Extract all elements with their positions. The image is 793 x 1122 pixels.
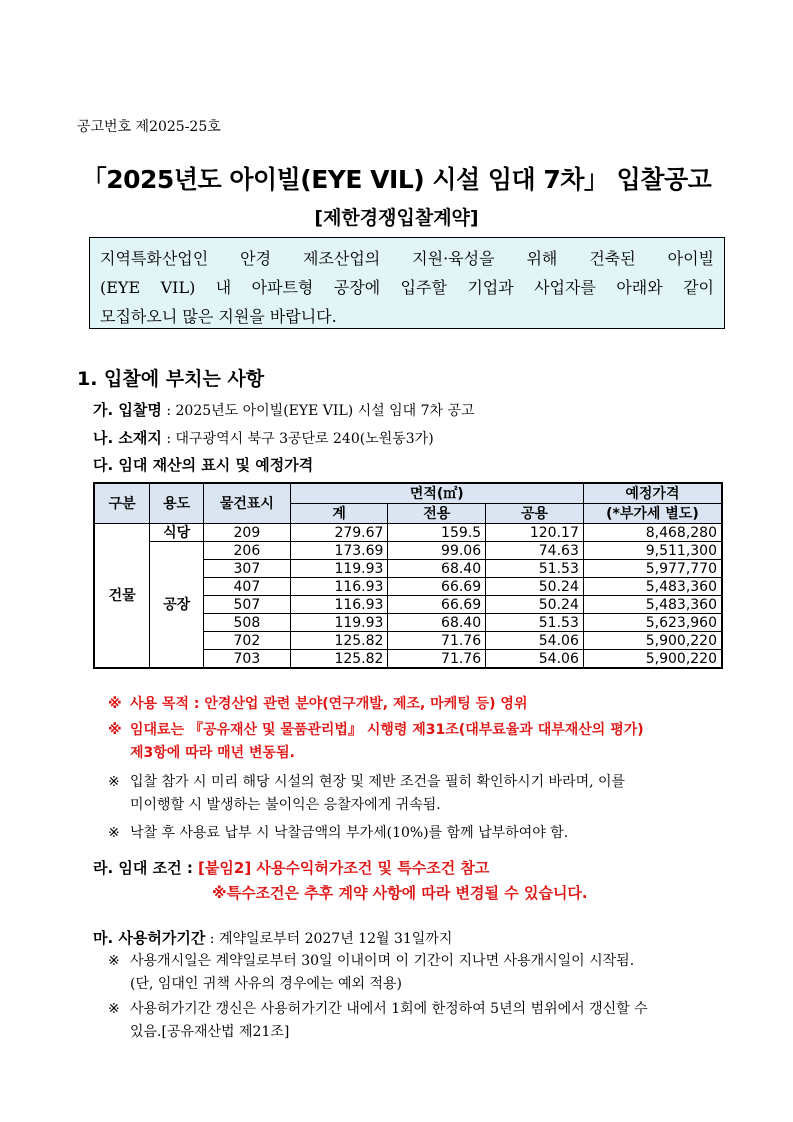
lease-conditions-value: [붙임2] 사용수익허가조건 및 특수조건 참고 [198, 859, 490, 877]
bid-name-value: : 2025년도 아이빌(EYE VIL) 시설 임대 7차 공고 [161, 403, 475, 419]
header-common: 공용 [486, 504, 584, 524]
note-mark: ※ [108, 774, 120, 790]
exclusive-cell: 99.06 [388, 542, 486, 560]
lease-conditions-label: 라. 임대 조건 : [93, 859, 199, 877]
note-start-date [108, 950, 738, 996]
common-cell: 74.63 [486, 542, 584, 560]
item-cell: 407 [204, 578, 291, 596]
note-rent [108, 719, 738, 765]
notice-number: 공고번호 제2025-25호 [77, 119, 221, 135]
total-cell: 125.82 [290, 632, 388, 650]
page-subtitle: [제한경쟁입찰계약] [314, 207, 479, 229]
total-cell: 119.93 [290, 614, 388, 632]
note-text: (단, 임대인 귀책 사유의 경우에는 예외 적용) [130, 976, 402, 992]
exclusive-cell: 66.69 [388, 596, 486, 614]
header-total: 계 [290, 504, 388, 524]
item-cell: 206 [204, 542, 291, 560]
exclusive-cell: 68.40 [388, 560, 486, 578]
property-table [93, 482, 723, 669]
common-cell: 54.06 [486, 650, 584, 669]
header-exclusive: 전용 [388, 504, 486, 524]
exclusive-cell: 68.40 [388, 614, 486, 632]
item-cell: 209 [204, 524, 291, 542]
permit-period-item [93, 927, 452, 948]
common-cell: 50.24 [486, 578, 584, 596]
note-mark: ※ [108, 825, 120, 841]
item-cell: 703 [204, 650, 291, 669]
note-renewal [108, 998, 738, 1044]
total-cell: 279.67 [290, 524, 388, 542]
property-label: 다. 임대 재산의 표시 및 예정가격 [93, 456, 314, 474]
permit-period-value: : 계약일로부터 2027년 12월 31일까지 [205, 931, 453, 947]
common-cell: 51.53 [486, 614, 584, 632]
note-text: 임대료는 『공유재산 및 물품관리법』 시행령 제31조(대부료율과 대부재산의 평가) [130, 722, 644, 738]
header-category: 구분 [94, 483, 150, 524]
price-cell: 5,977,770 [583, 560, 722, 578]
page-title: 「2025년도 아이빌(EYE VIL) 시설 임대 7차」 입찰공고 [81, 165, 712, 194]
note-text: 낙찰 후 사용료 납부 시 낙찰금액의 부가세(10%)를 함께 납부하여야 함. [130, 825, 569, 841]
note-vat [108, 822, 738, 845]
note-text: 미이행할 시 발생하는 불이익은 응찰자에게 귀속됨. [130, 797, 441, 813]
header-price: 예정가격 [583, 483, 722, 504]
note-purpose [108, 693, 738, 716]
item-cell: 508 [204, 614, 291, 632]
total-cell: 116.93 [290, 578, 388, 596]
property-heading [93, 454, 313, 475]
price-cell: 5,900,220 [583, 632, 722, 650]
intro-box [89, 237, 725, 329]
location-value: : 대구광역시 북구 3공단로 240(노원동3가) [161, 431, 434, 447]
note-text: 사용허가기간 갱신은 사용허가기간 내에서 1회에 한정하여 5년의 범위에서 갱신할 수 [130, 1001, 648, 1017]
price-cell: 9,511,300 [583, 542, 722, 560]
exclusive-cell: 71.76 [388, 632, 486, 650]
bid-name-item [93, 399, 475, 420]
common-cell: 51.53 [486, 560, 584, 578]
location-item [93, 427, 434, 448]
use-cell: 식당 [150, 524, 204, 542]
total-cell: 119.93 [290, 560, 388, 578]
note-mark: ※ [108, 953, 120, 969]
exclusive-cell: 71.76 [388, 650, 486, 669]
exclusive-cell: 159.5 [388, 524, 486, 542]
note-text: 있음.[공유재산법 제21조] [130, 1024, 290, 1040]
header-use: 용도 [150, 483, 204, 524]
note-inspection [108, 771, 738, 817]
item-cell: 507 [204, 596, 291, 614]
total-cell: 173.69 [290, 542, 388, 560]
header-item: 물건표시 [204, 483, 291, 524]
price-cell: 5,900,220 [583, 650, 722, 669]
note-text: 입찰 참가 시 미리 해당 시설의 현장 및 제반 조건을 필히 확인하시기 바라며, 이를 [130, 774, 626, 790]
price-cell: 8,468,280 [583, 524, 722, 542]
permit-period-label: 마. 사용허가기간 [93, 929, 206, 947]
common-cell: 50.24 [486, 596, 584, 614]
use-cell: 공장 [150, 542, 204, 669]
total-cell: 116.93 [290, 596, 388, 614]
intro-line: 모집하오니 많은 지원을 바랍니다. [100, 307, 337, 326]
price-cell: 5,623,960 [583, 614, 722, 632]
header-price-note: (*부가세 별도) [583, 504, 722, 524]
special-conditions-note: ※특수조건은 추후 계약 사항에 따라 변경될 수 있습니다. [212, 884, 588, 902]
item-cell: 307 [204, 560, 291, 578]
item-cell: 702 [204, 632, 291, 650]
exclusive-cell: 66.69 [388, 578, 486, 596]
note-text: 사용 목적 : 안경산업 관련 분야(연구개발, 제조, 마케팅 등) 영위 [130, 696, 528, 712]
price-cell: 5,483,360 [583, 596, 722, 614]
location-label: 나. 소재지 [93, 429, 162, 447]
bid-name-label: 가. 입찰명 [93, 401, 162, 419]
note-mark: ※ [108, 722, 122, 738]
total-cell: 125.82 [290, 650, 388, 669]
note-text: 사용개시일은 계약일로부터 30일 이내이며 이 기간이 지나면 사용개시일이 시작됨. [130, 953, 635, 969]
category-cell: 건물 [94, 524, 150, 669]
table-row [94, 524, 722, 542]
section-heading: 1. 입찰에 부치는 사항 [77, 368, 265, 390]
price-cell: 5,483,360 [583, 578, 722, 596]
note-mark: ※ [108, 1001, 120, 1017]
intro-line: (EYE VIL) 내 아파트형 공장에 입주할 기업과 사업자를 아래와 같이 [100, 278, 714, 297]
note-mark: ※ [108, 696, 122, 712]
intro-line: 지역특화산업인 안경 제조산업의 지원·육성을 위해 건축된 아이빌 [100, 249, 714, 268]
table-row [94, 542, 722, 560]
lease-conditions-item [93, 857, 489, 878]
common-cell: 54.06 [486, 632, 584, 650]
note-text: 제3항에 따라 매년 변동됨. [130, 745, 295, 761]
common-cell: 120.17 [486, 524, 584, 542]
header-area: 면적(㎡) [290, 483, 583, 504]
